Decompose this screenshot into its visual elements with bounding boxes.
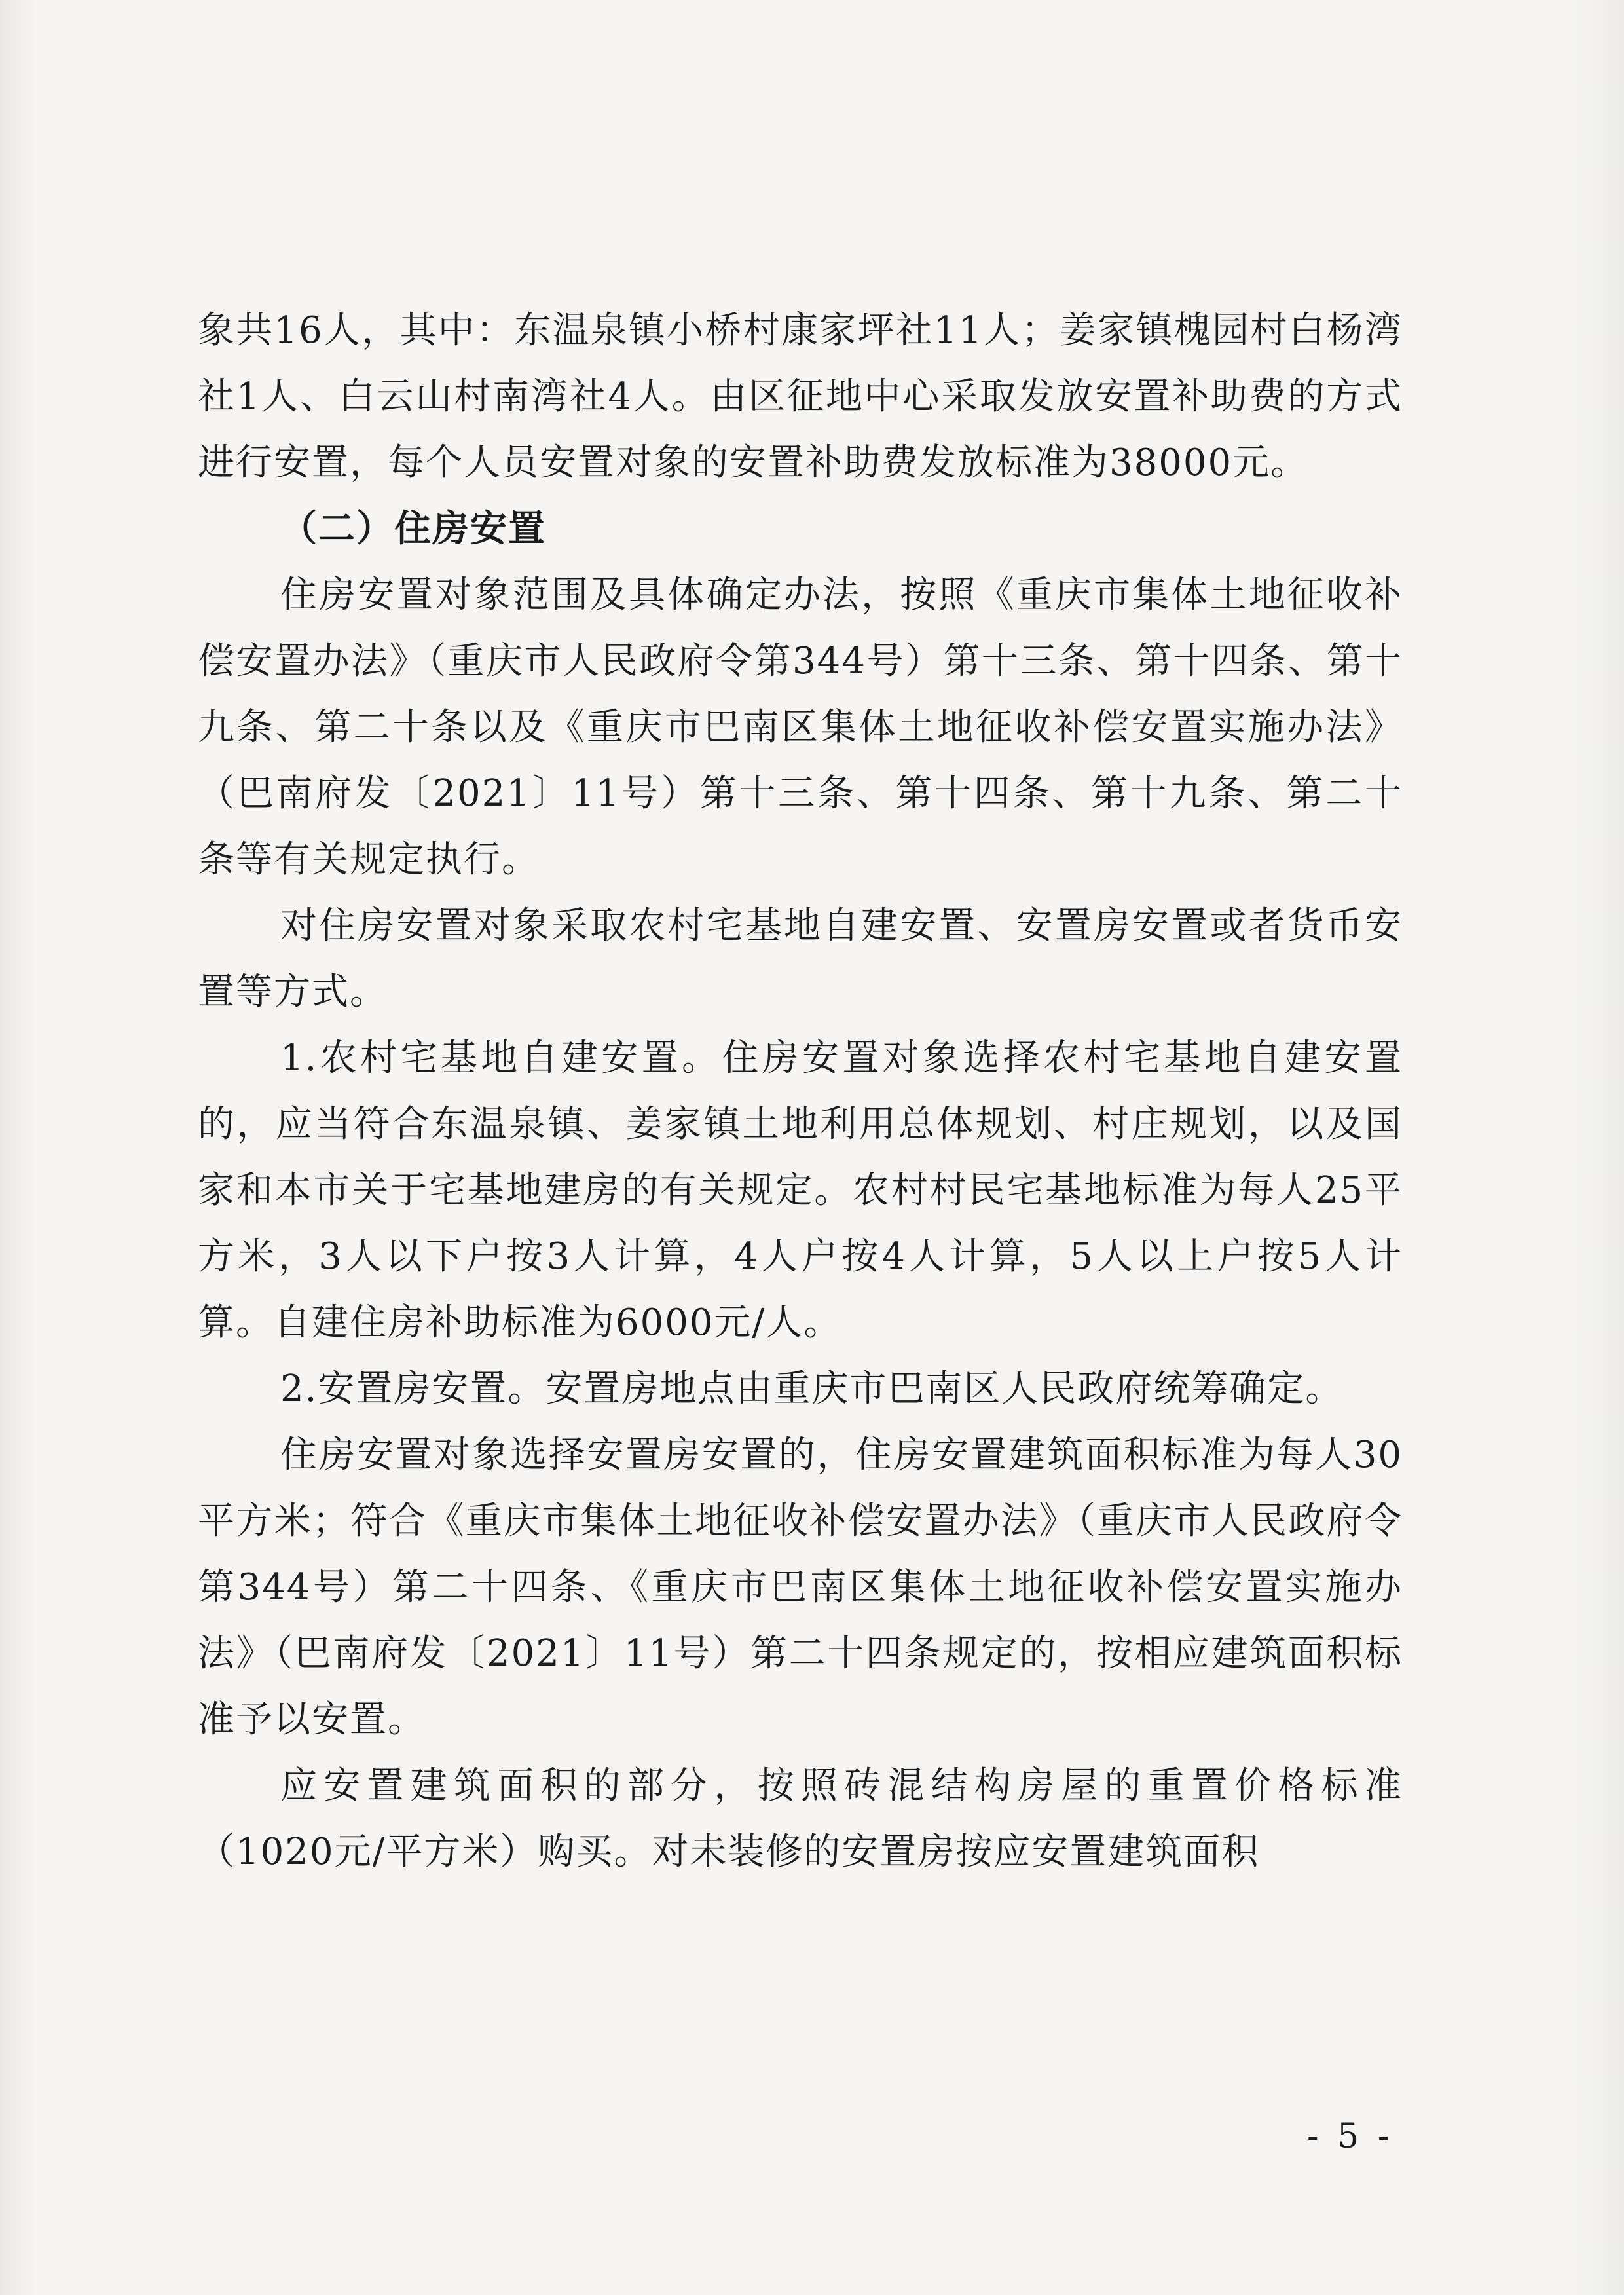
paragraph-8: 应安置建筑面积的部分，按照砖混结构房屋的重置价格标准（1020元/平方米）购买。对未装修的安置房按应安置建筑面积 — [198, 1764, 1403, 1873]
page-number: - 5 - — [1307, 2117, 1393, 2156]
paragraph-7: 住房安置对象选择安置房安置的，住房安置建筑面积标准为每人30平方米；符合《重庆市集体土地征收补偿安置办法》（重庆市人民政府令第344号）第二十四条、《重庆市巴南区集体土地征收补偿安置实施办法》（巴南府发〔2021〕11号）第二十四条规定的，按相应建筑面积标准予以安置。 — [198, 1434, 1403, 1741]
document-body — [198, 297, 1403, 1885]
paragraph-4: 对住房安置对象采取农村宅基地自建安置、安置房安置或者货币安置等方式。 — [198, 905, 1403, 1013]
paragraph-6: 2.安置房安置。安置房地点由重庆市巴南区人民政府统筹确定。 — [280, 1368, 1344, 1410]
section-heading-housing: （二）住房安置 — [280, 508, 546, 550]
paragraph-3: 住房安置对象范围及具体确定办法，按照《重庆市集体土地征收补偿安置办法》（重庆市人民政府令第344号）第十三条、第十四条、第十九条、第二十条以及《重庆市巴南区集体土地征收补偿安置实施办法》（巴南府发〔2021〕11号）第十三条、第十四条、第十九条、第二十条等有关规定执行。 — [198, 574, 1403, 881]
paragraph-5: 1.农村宅基地自建安置。住房安置对象选择农村宅基地自建安置的，应当符合东温泉镇、姜家镇土地利用总体规划、村庄规划，以及国家和本市关于宅基地建房的有关规定。农村村民宅基地标准为每人25平方米，3人以下户按3人计算，4人户按4人计算，5人以上户按5人计算。自建住房补助标准为6000元/人。 — [198, 1037, 1403, 1344]
paragraph-1: 象共16人，其中：东温泉镇小桥村康家坪社11人；姜家镇槐园村白杨湾社1人、白云山村南湾社4人。由区征地中心采取发放安置补助费的方式进行安置，每个人员安置对象的安置补助费发放标准为38000元。 — [198, 309, 1403, 484]
